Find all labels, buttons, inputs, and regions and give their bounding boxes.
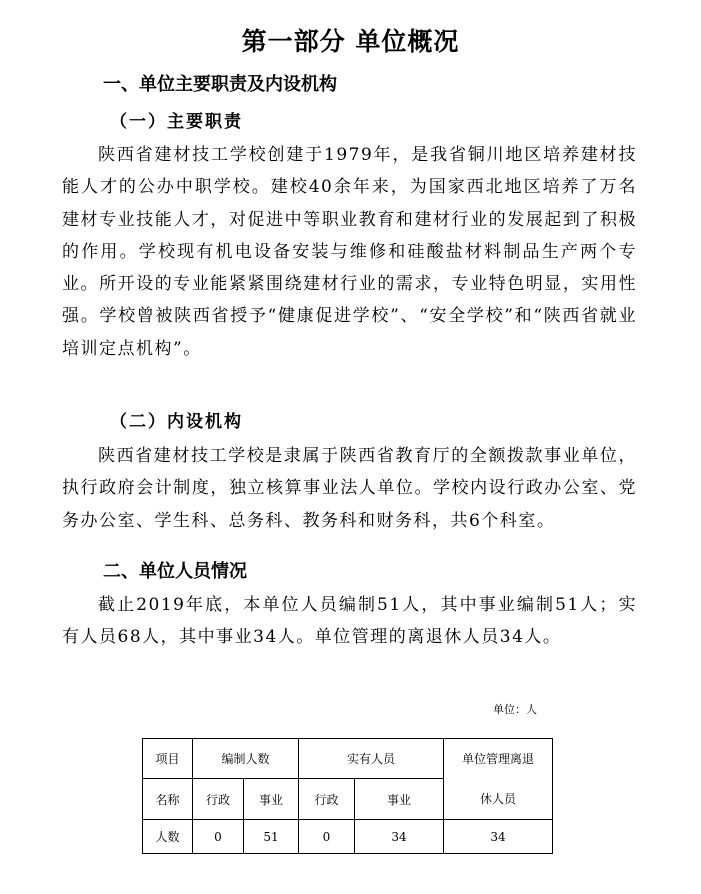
row-label-count: 人数: [143, 820, 193, 854]
table-row: [143, 739, 553, 779]
header-shiyou: 实有人员: [299, 739, 444, 779]
header-retired-line1: 单位管理离退: [461, 752, 534, 766]
cell-bianzhi-xingzheng: 0: [193, 820, 244, 854]
header-retired: [444, 739, 553, 820]
subheader-bianzhi-xingzheng: 行政: [193, 779, 244, 820]
section-heading-staff: 二、单位人员情况: [103, 561, 247, 582]
cell-shiyou-shiye: 34: [355, 820, 444, 854]
subheading-internal-departments: （二）内设机构: [110, 412, 243, 432]
table-unit-label: 单位：人: [493, 703, 537, 716]
subheader-bianzhi-shiye: 事业: [244, 779, 299, 820]
cell-retired: 34: [444, 820, 553, 854]
cell-bianzhi-shiye: 51: [244, 820, 299, 854]
paragraph-internal-departments: 陕西省建材技工学校是隶属于陕西省教育厅的全额拨款事业单位，执行政府会计制度，独立核算事业法人单位。学校内设行政办公室、党务办公室、学生科、总务科、教务科和财务科，共6个科室。: [62, 446, 637, 531]
corner-header-bottom: 名称: [143, 779, 193, 820]
header-retired-line2: 休人员: [479, 792, 516, 806]
corner-header-top: 项目: [143, 739, 193, 779]
page-title: 第一部分 单位概况: [241, 27, 460, 56]
subheader-shiyou-shiye: 事业: [355, 779, 444, 820]
paragraph-staff: 截止2019年底，本单位人员编制51人，其中事业编制51人；实有人员68人，其中事业34人。单位管理的离退休人员34人。: [62, 595, 637, 648]
section-heading-duties: 一、单位主要职责及内设机构: [103, 74, 337, 95]
table-row: [143, 820, 553, 854]
cell-shiyou-xingzheng: 0: [299, 820, 355, 854]
subheader-shiyou-xingzheng: 行政: [299, 779, 355, 820]
subheading-main-duties: （一）主要职责: [110, 112, 243, 132]
paragraph-main-duties: 陕西省建材技工学校创建于1979年，是我省铜川地区培养建材技能人才的公办中职学校。建校40余年来，为国家西北地区培养了万名建材专业技能人才，对促进中等职业教育和建材行业的发展起到了积极的作用。学校现有机电设备安装与维修和硅酸盐材料制品生产两个专业。所开设的专业能紧紧围绕建材行业的需求，专业特色明显，实用性强。学校曾被陕西省授予“健康促进学校”、“安全学校”和“陕西省就业培训定点机构”。: [62, 145, 637, 359]
staff-table: [142, 738, 553, 854]
header-bianzhi: 编制人数: [193, 739, 299, 779]
